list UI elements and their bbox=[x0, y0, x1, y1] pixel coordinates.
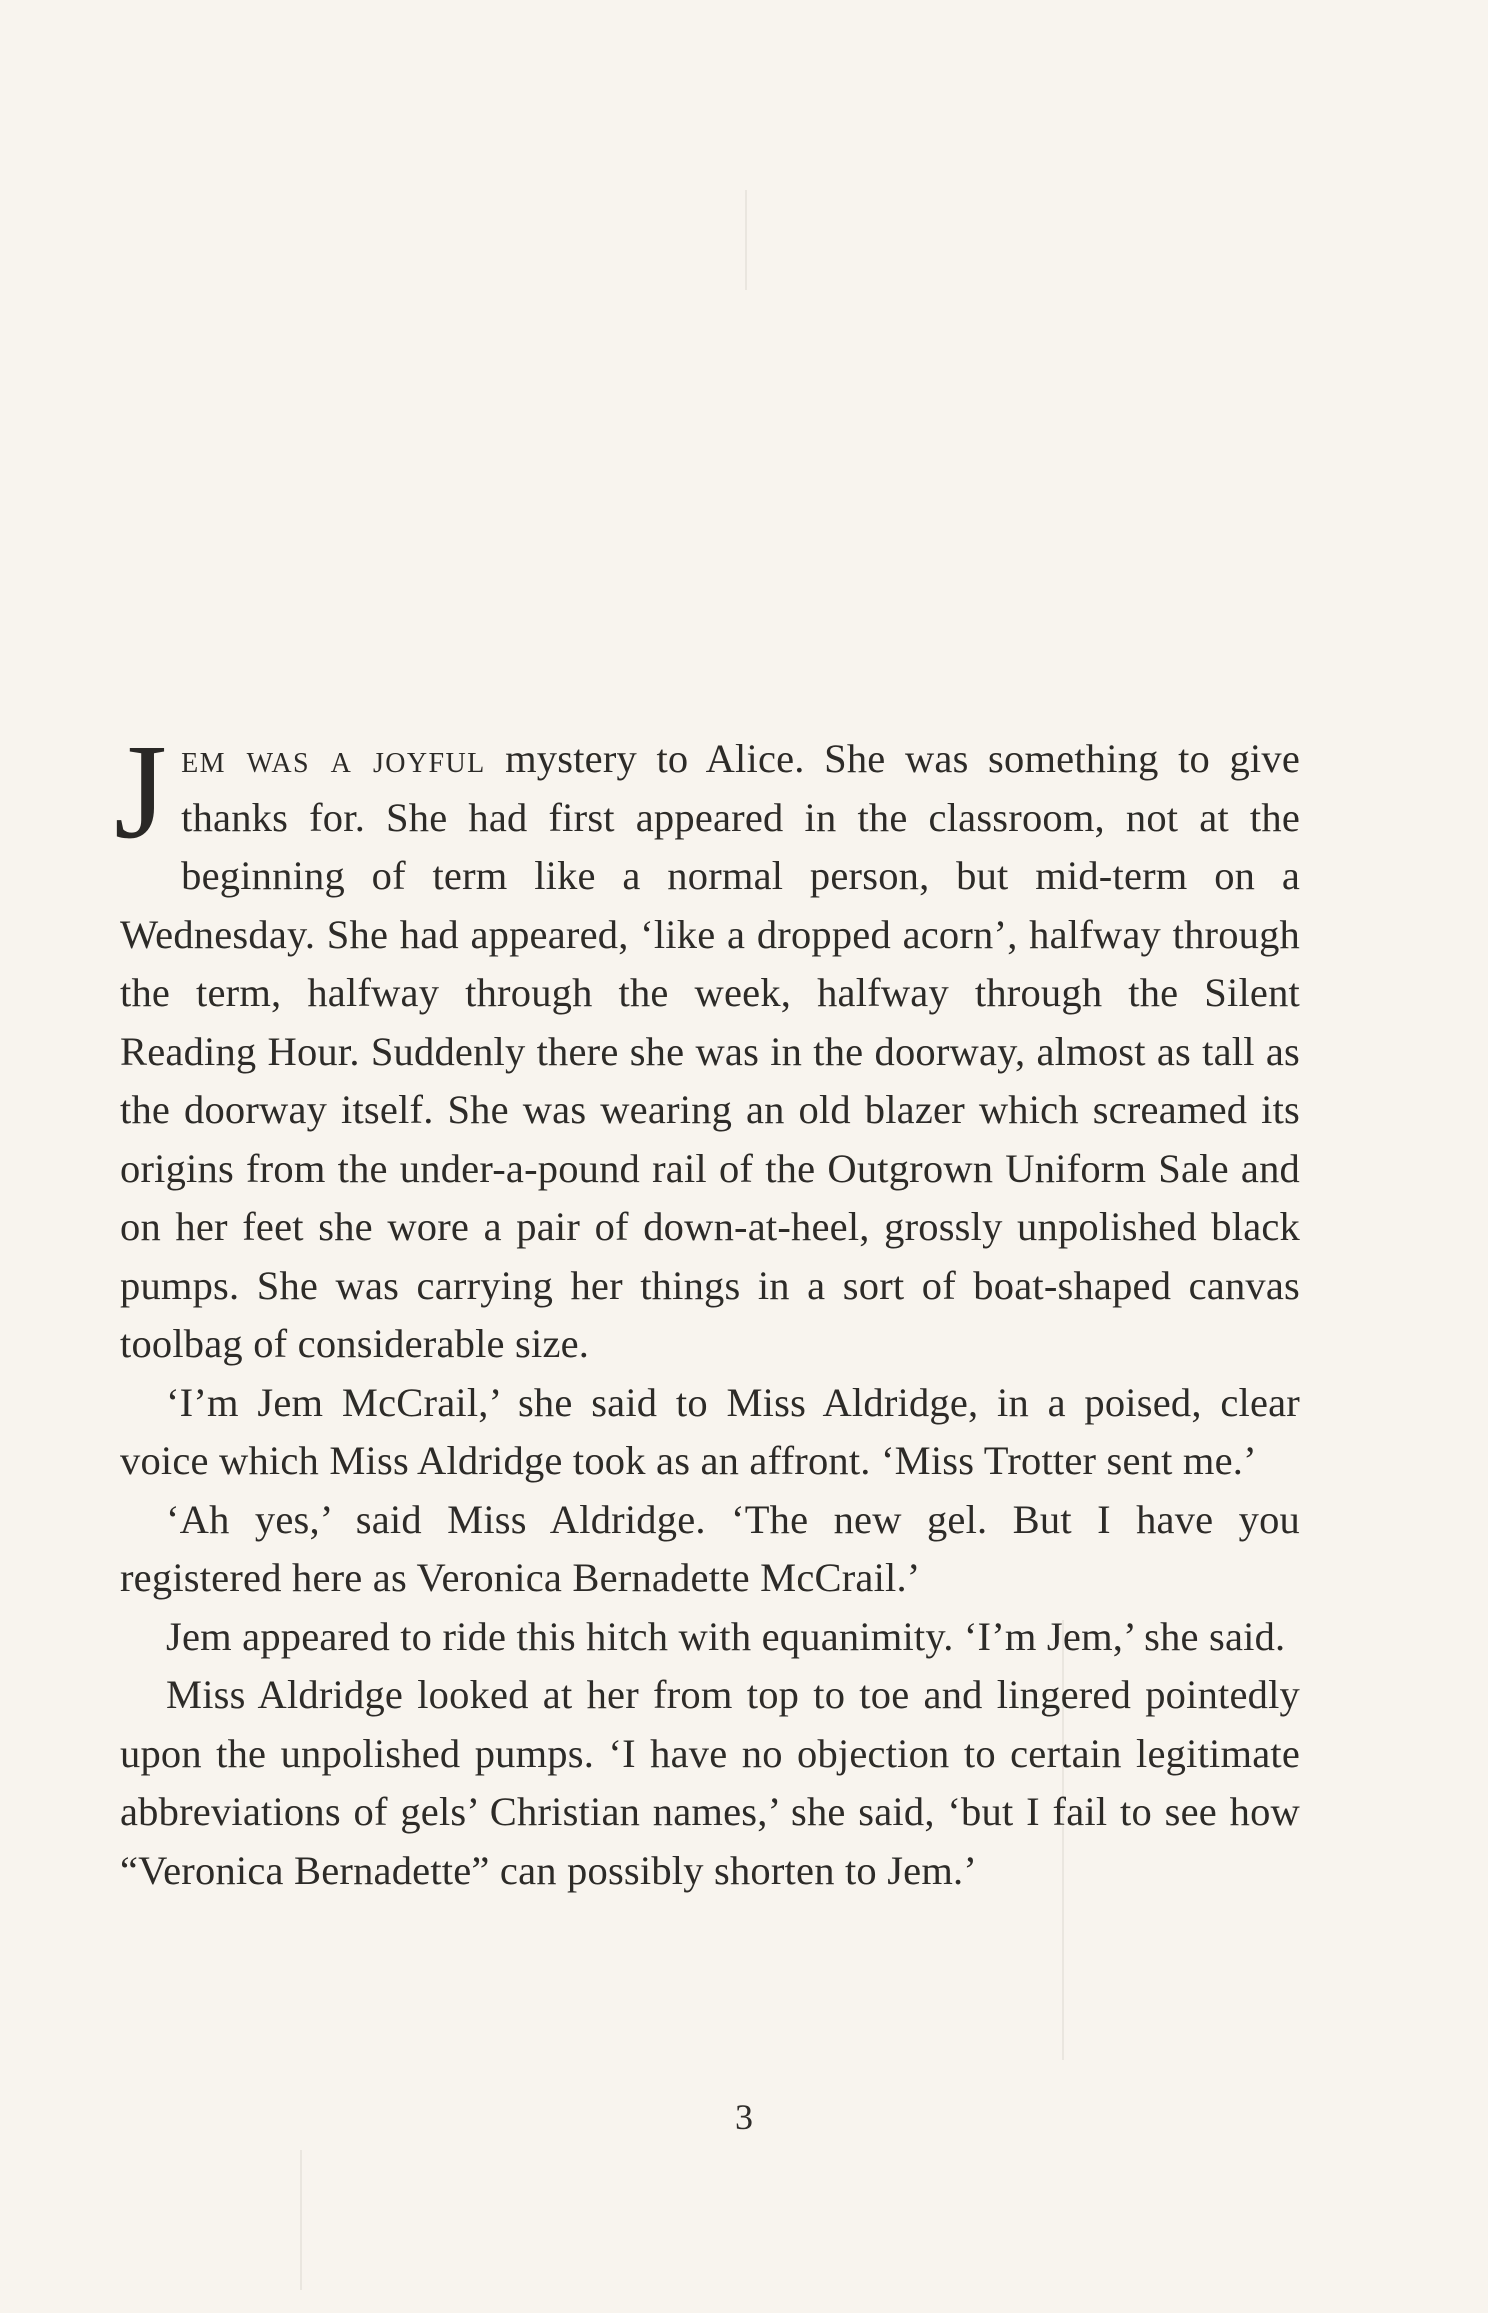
opening-paragraph-text: mystery to Alice. She was something to give thanks for. She had first appeared in the classroom, not at the beginning of term like a normal person, but mid-term on a Wednesday. She had appeared, ‘like a dropped acorn’, halfway through the term, halfway through the week, halfway through the Silent Reading Hour. Suddenly there she was in the doorway, almost as tall as the doorway itself. She was wearing an old blazer which screamed its origins from the under-a-pound rail of the Outgrown Uniform Sale and on her feet she wore a pair of down-at-heel, grossly unpolished black pumps. She was carrying her things in a sort of boat-shaped canvas toolbag of considerable size. bbox=[120, 736, 1300, 1366]
body-text bbox=[114, 717, 1300, 1900]
lead-in-small-caps: em was a joyful bbox=[181, 736, 486, 781]
paragraph: Jem appeared to ride this hitch with equanimity. ‘I’m Jem,’ she said. bbox=[166, 1613, 1286, 1659]
opening-paragraph bbox=[114, 717, 1300, 1374]
paragraph: ‘I’m Jem McCrail,’ she said to Miss Aldridge, in a poised, clear voice which Miss Aldridge took as an affront. ‘Miss Trotter sent me.’ bbox=[120, 1379, 1300, 1483]
drop-cap: J bbox=[114, 717, 168, 867]
page-number: 3 bbox=[735, 2097, 753, 2137]
paragraph: Miss Aldridge looked at her from top to toe and lingered pointedly upon the unpolished pumps. ‘I have no objection to certain legitimate abbreviations of gels’ Christian names,’ she said, ‘but I fail to see how “Veronica Bernadette” can possibly shorten to Jem.’ bbox=[120, 1672, 1300, 1893]
paragraph: ‘Ah yes,’ said Miss Aldridge. ‘The new gel. But I have you registered here as Veronica Bernadette McCrail.’ bbox=[120, 1496, 1300, 1600]
paper-show-through bbox=[300, 2150, 302, 2290]
paper-show-through bbox=[745, 190, 747, 290]
